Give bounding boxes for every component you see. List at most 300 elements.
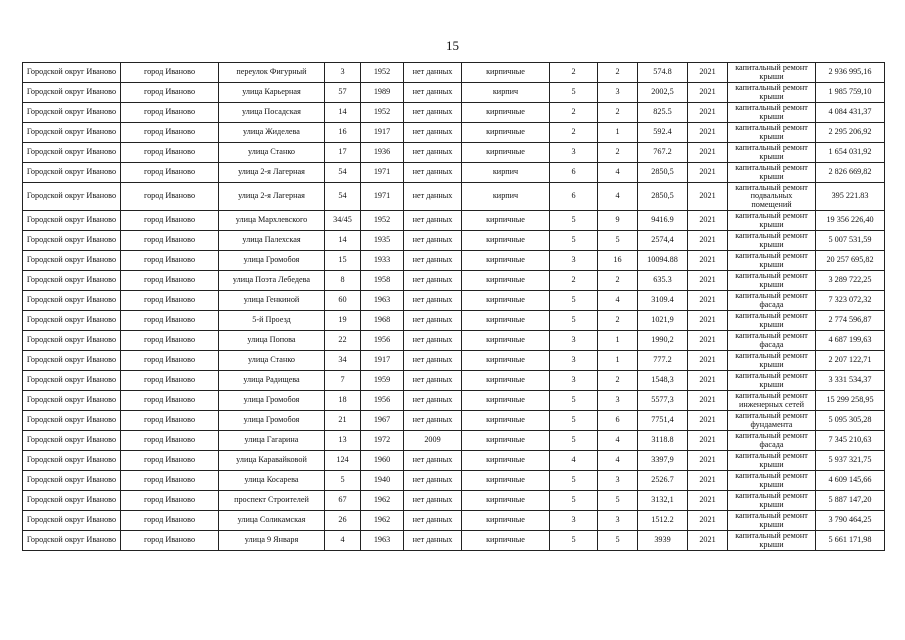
cell-house-number: 7 xyxy=(325,371,361,391)
table-row xyxy=(23,431,885,451)
cell-street: улица Палехская xyxy=(219,231,325,251)
cell-entrances: 4 xyxy=(598,163,638,183)
cell-year-reconstructed: нет данных xyxy=(404,211,462,231)
cell-repair-type: капитальный ремонт крыши xyxy=(728,511,816,531)
cell-entrances: 4 xyxy=(598,431,638,451)
cell-year-built: 1956 xyxy=(361,331,404,351)
cell-year-reconstructed: нет данных xyxy=(404,311,462,331)
cell-repair-year: 2021 xyxy=(688,511,728,531)
cell-floors: 5 xyxy=(550,431,598,451)
cell-repair-year: 2021 xyxy=(688,211,728,231)
cell-district: Городской округ Иваново xyxy=(23,371,121,391)
cell-repair-year: 2021 xyxy=(688,251,728,271)
cell-house-number: 8 xyxy=(325,271,361,291)
cell-house-number: 13 xyxy=(325,431,361,451)
cell-floors: 2 xyxy=(550,123,598,143)
cell-district: Городской округ Иваново xyxy=(23,451,121,471)
cell-repair-cost: 4 084 431,37 xyxy=(816,103,885,123)
cell-year-built: 1917 xyxy=(361,351,404,371)
cell-repair-year: 2021 xyxy=(688,143,728,163)
cell-entrances: 2 xyxy=(598,371,638,391)
cell-area: 9416.9 xyxy=(638,211,688,231)
cell-street: улица Косарева xyxy=(219,471,325,491)
cell-entrances: 1 xyxy=(598,351,638,371)
cell-street: улица Поэта Лебедева xyxy=(219,271,325,291)
cell-repair-cost: 5 661 171,98 xyxy=(816,531,885,551)
cell-repair-type: капитальный ремонт фасада xyxy=(728,291,816,311)
cell-repair-year: 2021 xyxy=(688,103,728,123)
cell-floors: 4 xyxy=(550,451,598,471)
cell-repair-type: капитальный ремонт крыши xyxy=(728,143,816,163)
table-row xyxy=(23,471,885,491)
cell-repair-year: 2021 xyxy=(688,371,728,391)
cell-district: Городской округ Иваново xyxy=(23,511,121,531)
cell-repair-year: 2021 xyxy=(688,231,728,251)
table-row xyxy=(23,411,885,431)
cell-year-reconstructed: нет данных xyxy=(404,251,462,271)
cell-floors: 5 xyxy=(550,311,598,331)
cell-year-reconstructed: нет данных xyxy=(404,103,462,123)
cell-area: 767.2 xyxy=(638,143,688,163)
cell-district: Городской округ Иваново xyxy=(23,491,121,511)
cell-street: улица Каравайковой xyxy=(219,451,325,471)
cell-repair-cost: 1 654 031,92 xyxy=(816,143,885,163)
table-body xyxy=(23,63,885,551)
cell-house-number: 4 xyxy=(325,531,361,551)
table-row xyxy=(23,291,885,311)
cell-entrances: 1 xyxy=(598,123,638,143)
cell-entrances: 3 xyxy=(598,391,638,411)
cell-house-number: 60 xyxy=(325,291,361,311)
cell-area: 1021,9 xyxy=(638,311,688,331)
cell-district: Городской округ Иваново xyxy=(23,351,121,371)
cell-settlement: город Иваново xyxy=(121,471,219,491)
cell-settlement: город Иваново xyxy=(121,511,219,531)
cell-repair-cost: 395 221.83 xyxy=(816,183,885,211)
cell-settlement: город Иваново xyxy=(121,491,219,511)
cell-repair-type: капитальный ремонт крыши xyxy=(728,231,816,251)
cell-street: улица Мархлевского xyxy=(219,211,325,231)
cell-floors: 3 xyxy=(550,351,598,371)
table-row xyxy=(23,391,885,411)
cell-repair-type: капитальный ремонт крыши xyxy=(728,103,816,123)
cell-repair-type: капитальный ремонт крыши xyxy=(728,163,816,183)
cell-repair-year: 2021 xyxy=(688,63,728,83)
cell-street: 5-й Проезд xyxy=(219,311,325,331)
cell-year-reconstructed: нет данных xyxy=(404,291,462,311)
cell-repair-year: 2021 xyxy=(688,491,728,511)
cell-wall-material: кирпичные xyxy=(462,411,550,431)
cell-area: 3109.4 xyxy=(638,291,688,311)
cell-entrances: 9 xyxy=(598,211,638,231)
cell-repair-cost: 5 007 531,59 xyxy=(816,231,885,251)
cell-settlement: город Иваново xyxy=(121,371,219,391)
table-row xyxy=(23,491,885,511)
cell-entrances: 5 xyxy=(598,531,638,551)
cell-settlement: город Иваново xyxy=(121,183,219,211)
cell-wall-material: кирпичные xyxy=(462,471,550,491)
cell-street: улица Станко xyxy=(219,351,325,371)
table-row xyxy=(23,103,885,123)
cell-area: 2002,5 xyxy=(638,83,688,103)
cell-wall-material: кирпичные xyxy=(462,123,550,143)
cell-settlement: город Иваново xyxy=(121,411,219,431)
cell-repair-cost: 5 937 321,75 xyxy=(816,451,885,471)
cell-floors: 3 xyxy=(550,331,598,351)
cell-house-number: 14 xyxy=(325,231,361,251)
cell-wall-material: кирпич xyxy=(462,163,550,183)
cell-repair-type: капитальный ремонт крыши xyxy=(728,471,816,491)
cell-repair-cost: 5 887 147,20 xyxy=(816,491,885,511)
cell-floors: 5 xyxy=(550,231,598,251)
cell-repair-type: капитальный ремонт крыши xyxy=(728,491,816,511)
cell-district: Городской округ Иваново xyxy=(23,231,121,251)
cell-district: Городской округ Иваново xyxy=(23,123,121,143)
cell-year-built: 1962 xyxy=(361,511,404,531)
cell-floors: 5 xyxy=(550,291,598,311)
cell-repair-year: 2021 xyxy=(688,83,728,103)
cell-floors: 5 xyxy=(550,491,598,511)
cell-repair-year: 2021 xyxy=(688,431,728,451)
cell-area: 3118.8 xyxy=(638,431,688,451)
cell-floors: 2 xyxy=(550,271,598,291)
cell-house-number: 5 xyxy=(325,471,361,491)
cell-area: 3132,1 xyxy=(638,491,688,511)
cell-district: Городской округ Иваново xyxy=(23,163,121,183)
cell-wall-material: кирпичные xyxy=(462,63,550,83)
page-number: 15 xyxy=(446,38,459,53)
cell-district: Городской округ Иваново xyxy=(23,471,121,491)
cell-district: Городской округ Иваново xyxy=(23,431,121,451)
cell-floors: 5 xyxy=(550,211,598,231)
cell-floors: 3 xyxy=(550,143,598,163)
cell-repair-year: 2021 xyxy=(688,163,728,183)
table-row xyxy=(23,351,885,371)
cell-house-number: 34 xyxy=(325,351,361,371)
cell-settlement: город Иваново xyxy=(121,351,219,371)
cell-house-number: 14 xyxy=(325,103,361,123)
cell-year-built: 1917 xyxy=(361,123,404,143)
cell-floors: 6 xyxy=(550,183,598,211)
cell-entrances: 4 xyxy=(598,183,638,211)
cell-repair-type: капитальный ремонт крыши xyxy=(728,123,816,143)
cell-settlement: город Иваново xyxy=(121,271,219,291)
cell-house-number: 21 xyxy=(325,411,361,431)
cell-entrances: 3 xyxy=(598,511,638,531)
cell-house-number: 54 xyxy=(325,163,361,183)
cell-entrances: 4 xyxy=(598,451,638,471)
cell-floors: 6 xyxy=(550,163,598,183)
cell-repair-type: капитальный ремонт крыши xyxy=(728,451,816,471)
cell-year-built: 1952 xyxy=(361,103,404,123)
table-row xyxy=(23,251,885,271)
cell-wall-material: кирпичные xyxy=(462,391,550,411)
cell-house-number: 19 xyxy=(325,311,361,331)
cell-street: проспект Строителей xyxy=(219,491,325,511)
cell-settlement: город Иваново xyxy=(121,63,219,83)
cell-house-number: 16 xyxy=(325,123,361,143)
cell-district: Городской округ Иваново xyxy=(23,391,121,411)
cell-area: 3397,9 xyxy=(638,451,688,471)
cell-repair-type: капитальный ремонт крыши xyxy=(728,531,816,551)
cell-floors: 5 xyxy=(550,531,598,551)
cell-repair-cost: 3 790 464,25 xyxy=(816,511,885,531)
cell-repair-year: 2021 xyxy=(688,123,728,143)
cell-street: переулок Фигурный xyxy=(219,63,325,83)
cell-repair-year: 2021 xyxy=(688,451,728,471)
table-row xyxy=(23,123,885,143)
cell-district: Городской округ Иваново xyxy=(23,183,121,211)
buildings-repair-table xyxy=(22,62,885,551)
cell-repair-type: капитальный ремонт крыши xyxy=(728,351,816,371)
cell-year-reconstructed: нет данных xyxy=(404,451,462,471)
cell-district: Городской округ Иваново xyxy=(23,271,121,291)
cell-street: улица Громобоя xyxy=(219,251,325,271)
cell-settlement: город Иваново xyxy=(121,103,219,123)
cell-wall-material: кирпичные xyxy=(462,231,550,251)
cell-area: 574.8 xyxy=(638,63,688,83)
cell-year-reconstructed: нет данных xyxy=(404,391,462,411)
cell-repair-type: капитальный ремонт фасада xyxy=(728,431,816,451)
cell-house-number: 3 xyxy=(325,63,361,83)
cell-area: 2574,4 xyxy=(638,231,688,251)
cell-year-reconstructed: нет данных xyxy=(404,183,462,211)
cell-settlement: город Иваново xyxy=(121,331,219,351)
cell-year-reconstructed: нет данных xyxy=(404,63,462,83)
cell-wall-material: кирпичные xyxy=(462,291,550,311)
cell-house-number: 67 xyxy=(325,491,361,511)
cell-settlement: город Иваново xyxy=(121,431,219,451)
cell-district: Городской округ Иваново xyxy=(23,83,121,103)
cell-entrances: 2 xyxy=(598,143,638,163)
cell-settlement: город Иваново xyxy=(121,451,219,471)
table-row xyxy=(23,63,885,83)
cell-year-reconstructed: нет данных xyxy=(404,411,462,431)
cell-district: Городской округ Иваново xyxy=(23,251,121,271)
cell-repair-cost: 2 826 669,82 xyxy=(816,163,885,183)
table-row xyxy=(23,331,885,351)
cell-wall-material: кирпичные xyxy=(462,511,550,531)
cell-area: 2526.7 xyxy=(638,471,688,491)
cell-entrances: 5 xyxy=(598,231,638,251)
cell-repair-year: 2021 xyxy=(688,271,728,291)
cell-district: Городской округ Иваново xyxy=(23,531,121,551)
cell-repair-type: капитальный ремонт крыши xyxy=(728,271,816,291)
table-row xyxy=(23,451,885,471)
cell-repair-year: 2021 xyxy=(688,331,728,351)
cell-year-built: 1958 xyxy=(361,271,404,291)
cell-district: Городской округ Иваново xyxy=(23,311,121,331)
cell-district: Городской округ Иваново xyxy=(23,211,121,231)
cell-house-number: 54 xyxy=(325,183,361,211)
cell-repair-cost: 4 687 199,63 xyxy=(816,331,885,351)
cell-entrances: 3 xyxy=(598,83,638,103)
cell-year-built: 1936 xyxy=(361,143,404,163)
cell-street: улица Радищева xyxy=(219,371,325,391)
cell-year-reconstructed: нет данных xyxy=(404,491,462,511)
cell-street: улица Генкиной xyxy=(219,291,325,311)
table-row xyxy=(23,231,885,251)
cell-house-number: 17 xyxy=(325,143,361,163)
cell-street: улица 2-я Лагерная xyxy=(219,183,325,211)
cell-wall-material: кирпичные xyxy=(462,431,550,451)
cell-wall-material: кирпичные xyxy=(462,103,550,123)
cell-repair-cost: 4 609 145,66 xyxy=(816,471,885,491)
cell-area: 1548,3 xyxy=(638,371,688,391)
cell-repair-type: капитальный ремонт крыши xyxy=(728,63,816,83)
cell-repair-type: капитальный ремонт крыши xyxy=(728,83,816,103)
cell-year-built: 1962 xyxy=(361,491,404,511)
cell-year-built: 1963 xyxy=(361,291,404,311)
cell-repair-year: 2021 xyxy=(688,411,728,431)
cell-entrances: 2 xyxy=(598,103,638,123)
cell-repair-year: 2021 xyxy=(688,391,728,411)
cell-repair-type: капитальный ремонт крыши xyxy=(728,251,816,271)
cell-settlement: город Иваново xyxy=(121,123,219,143)
cell-year-reconstructed: нет данных xyxy=(404,83,462,103)
cell-floors: 3 xyxy=(550,251,598,271)
cell-district: Городской округ Иваново xyxy=(23,143,121,163)
cell-repair-year: 2021 xyxy=(688,311,728,331)
cell-settlement: город Иваново xyxy=(121,291,219,311)
cell-year-built: 1940 xyxy=(361,471,404,491)
cell-settlement: город Иваново xyxy=(121,391,219,411)
cell-year-reconstructed: 2009 xyxy=(404,431,462,451)
cell-house-number: 18 xyxy=(325,391,361,411)
cell-street: улица Жиделева xyxy=(219,123,325,143)
cell-wall-material: кирпичные xyxy=(462,211,550,231)
cell-entrances: 16 xyxy=(598,251,638,271)
cell-year-built: 1952 xyxy=(361,211,404,231)
cell-house-number: 34/45 xyxy=(325,211,361,231)
table-row xyxy=(23,183,885,211)
cell-year-built: 1971 xyxy=(361,183,404,211)
cell-floors: 3 xyxy=(550,371,598,391)
cell-year-built: 1935 xyxy=(361,231,404,251)
cell-repair-year: 2021 xyxy=(688,291,728,311)
cell-entrances: 5 xyxy=(598,491,638,511)
cell-year-built: 1972 xyxy=(361,431,404,451)
cell-repair-cost: 2 295 206,92 xyxy=(816,123,885,143)
cell-year-built: 1933 xyxy=(361,251,404,271)
table-row xyxy=(23,311,885,331)
cell-district: Городской округ Иваново xyxy=(23,103,121,123)
cell-wall-material: кирпичные xyxy=(462,311,550,331)
cell-year-built: 1967 xyxy=(361,411,404,431)
cell-street: улица Гагарина xyxy=(219,431,325,451)
cell-house-number: 22 xyxy=(325,331,361,351)
cell-floors: 5 xyxy=(550,83,598,103)
cell-year-reconstructed: нет данных xyxy=(404,163,462,183)
cell-repair-cost: 3 331 534,37 xyxy=(816,371,885,391)
table-row xyxy=(23,511,885,531)
cell-year-reconstructed: нет данных xyxy=(404,511,462,531)
cell-repair-type: капитальный ремонт подвальных помещений xyxy=(728,183,816,211)
cell-area: 1990,2 xyxy=(638,331,688,351)
cell-repair-cost: 2 936 995,16 xyxy=(816,63,885,83)
cell-floors: 5 xyxy=(550,411,598,431)
cell-repair-year: 2021 xyxy=(688,531,728,551)
cell-repair-cost: 20 257 695,82 xyxy=(816,251,885,271)
cell-street: улица 9 Января xyxy=(219,531,325,551)
cell-area: 2850,5 xyxy=(638,163,688,183)
cell-floors: 2 xyxy=(550,103,598,123)
cell-repair-year: 2021 xyxy=(688,471,728,491)
cell-wall-material: кирпичные xyxy=(462,451,550,471)
cell-repair-year: 2021 xyxy=(688,351,728,371)
cell-repair-year: 2021 xyxy=(688,183,728,211)
cell-year-reconstructed: нет данных xyxy=(404,331,462,351)
cell-repair-type: капитальный ремонт крыши xyxy=(728,211,816,231)
cell-year-built: 1956 xyxy=(361,391,404,411)
cell-year-built: 1960 xyxy=(361,451,404,471)
cell-repair-cost: 19 356 226,40 xyxy=(816,211,885,231)
cell-street: улица Карьерная xyxy=(219,83,325,103)
cell-area: 592.4 xyxy=(638,123,688,143)
table-row xyxy=(23,83,885,103)
cell-area: 10094.88 xyxy=(638,251,688,271)
cell-settlement: город Иваново xyxy=(121,211,219,231)
cell-wall-material: кирпич xyxy=(462,183,550,211)
cell-repair-type: капитальный ремонт фундамента xyxy=(728,411,816,431)
cell-year-reconstructed: нет данных xyxy=(404,471,462,491)
table-row xyxy=(23,211,885,231)
cell-area: 777.2 xyxy=(638,351,688,371)
cell-area: 825.5 xyxy=(638,103,688,123)
cell-settlement: город Иваново xyxy=(121,251,219,271)
cell-house-number: 26 xyxy=(325,511,361,531)
cell-repair-cost: 1 985 759,10 xyxy=(816,83,885,103)
cell-year-built: 1963 xyxy=(361,531,404,551)
cell-district: Городской округ Иваново xyxy=(23,331,121,351)
cell-area: 3939 xyxy=(638,531,688,551)
cell-wall-material: кирпичные xyxy=(462,143,550,163)
cell-repair-cost: 5 095 305,28 xyxy=(816,411,885,431)
cell-settlement: город Иваново xyxy=(121,531,219,551)
cell-floors: 5 xyxy=(550,391,598,411)
cell-street: улица 2-я Лагерная xyxy=(219,163,325,183)
cell-repair-type: капитальный ремонт крыши xyxy=(728,371,816,391)
table-row xyxy=(23,371,885,391)
cell-repair-cost: 7 345 210,63 xyxy=(816,431,885,451)
cell-wall-material: кирпичные xyxy=(462,371,550,391)
cell-year-reconstructed: нет данных xyxy=(404,143,462,163)
cell-year-built: 1959 xyxy=(361,371,404,391)
cell-settlement: город Иваново xyxy=(121,143,219,163)
cell-repair-type: капитальный ремонт инженерных сетей xyxy=(728,391,816,411)
cell-street: улица Соликамская xyxy=(219,511,325,531)
table-row xyxy=(23,143,885,163)
cell-area: 635.3 xyxy=(638,271,688,291)
cell-entrances: 1 xyxy=(598,331,638,351)
cell-year-built: 1968 xyxy=(361,311,404,331)
cell-year-reconstructed: нет данных xyxy=(404,371,462,391)
cell-district: Городской округ Иваново xyxy=(23,411,121,431)
cell-year-reconstructed: нет данных xyxy=(404,271,462,291)
cell-year-reconstructed: нет данных xyxy=(404,351,462,371)
cell-entrances: 6 xyxy=(598,411,638,431)
cell-house-number: 15 xyxy=(325,251,361,271)
cell-floors: 3 xyxy=(550,511,598,531)
cell-wall-material: кирпичные xyxy=(462,331,550,351)
cell-repair-cost: 2 207 122,71 xyxy=(816,351,885,371)
cell-area: 1512.2 xyxy=(638,511,688,531)
cell-street: улица Громобоя xyxy=(219,391,325,411)
cell-street: улица Попова xyxy=(219,331,325,351)
cell-street: улица Посадская xyxy=(219,103,325,123)
cell-wall-material: кирпичные xyxy=(462,271,550,291)
cell-area: 7751,4 xyxy=(638,411,688,431)
